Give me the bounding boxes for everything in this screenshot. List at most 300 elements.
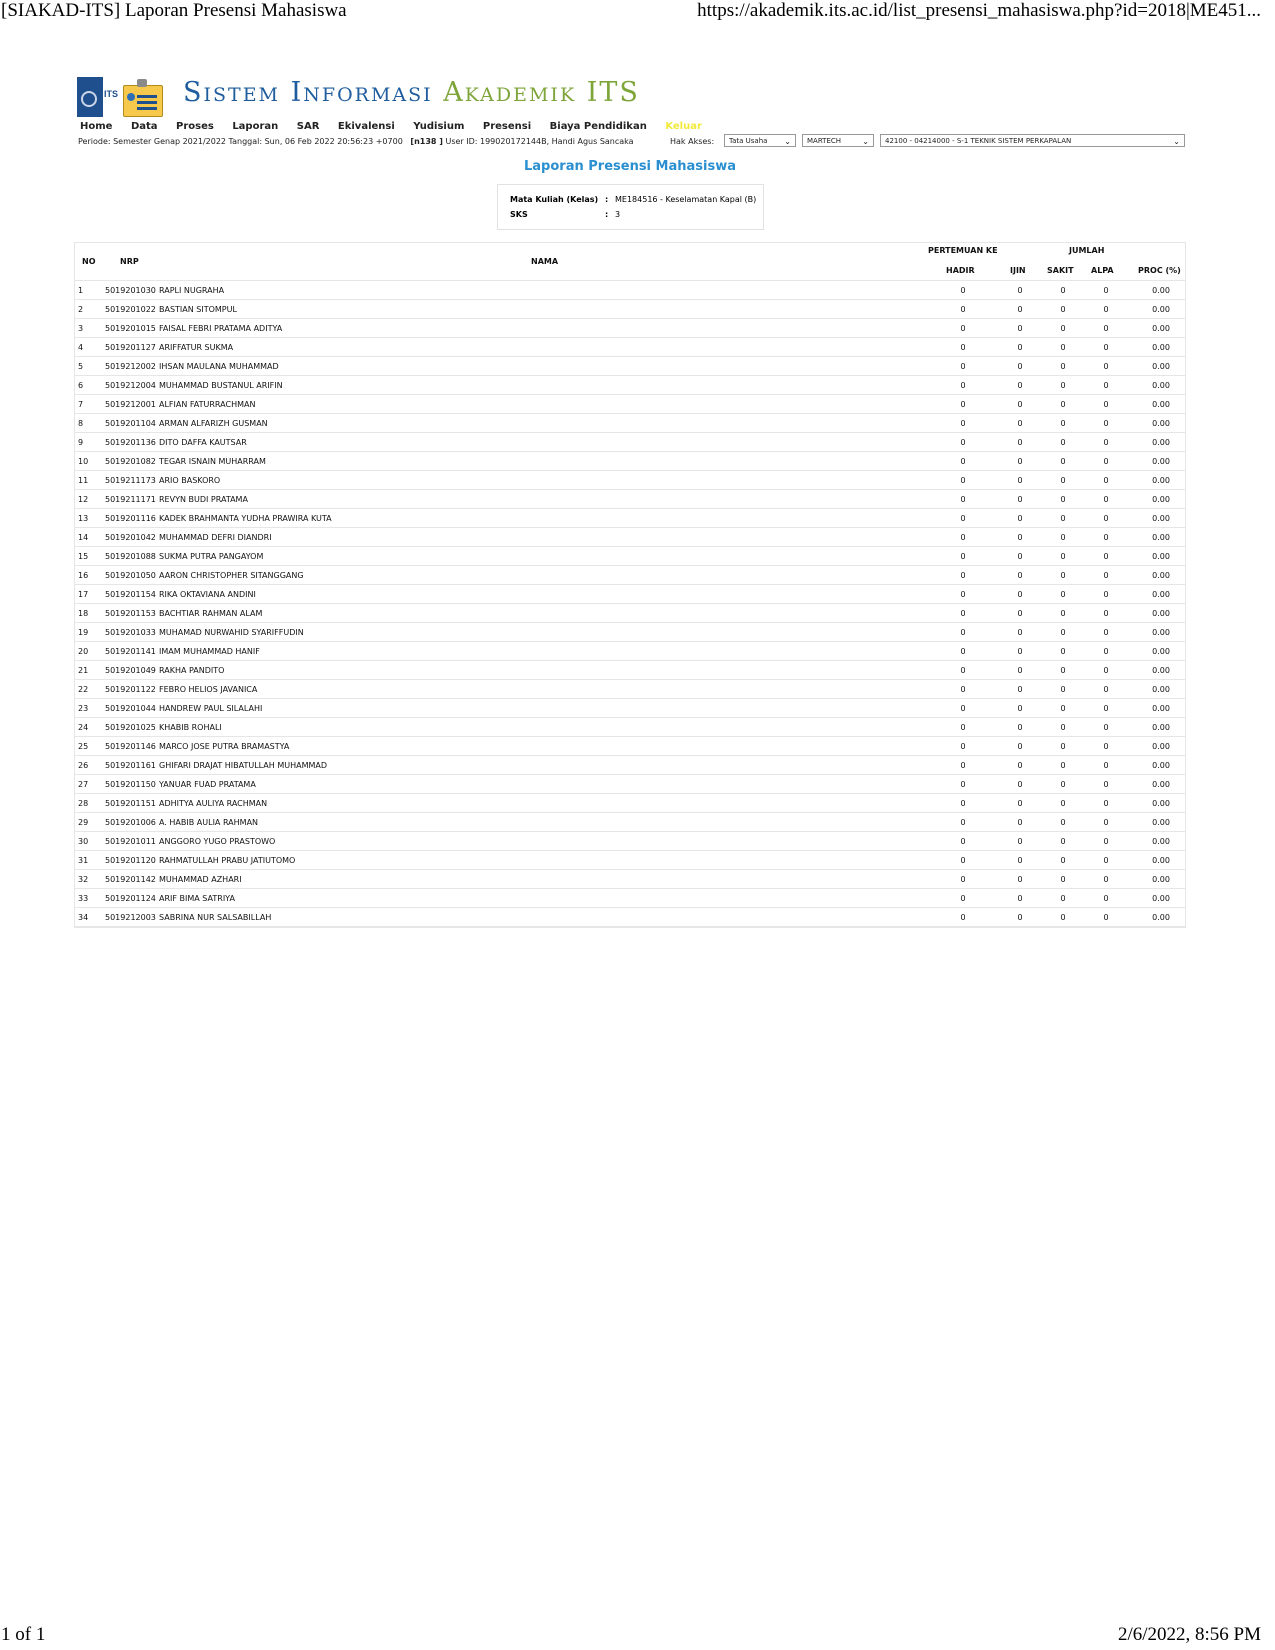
table-row <box>75 889 1185 908</box>
course-label: Mata Kuliah (Kelas) <box>510 195 599 204</box>
course-row <box>510 195 756 204</box>
row-ijin: 0 <box>1017 476 1023 485</box>
row-nrp: 5019212002 <box>105 362 156 371</box>
table-row <box>75 661 1185 680</box>
row-ijin: 0 <box>1017 495 1023 504</box>
row-alpa: 0 <box>1103 647 1109 656</box>
row-no: 10 <box>78 457 89 466</box>
row-ijin: 0 <box>1017 609 1023 618</box>
row-proc: 0.00 <box>1152 628 1170 637</box>
table-row <box>75 281 1185 300</box>
row-nama: FEBRO HELIOS JAVANICA <box>159 685 258 694</box>
table-row <box>75 509 1185 528</box>
row-ijin: 0 <box>1017 514 1023 523</box>
row-proc: 0.00 <box>1152 894 1170 903</box>
table-row <box>75 319 1185 338</box>
menu-keluar[interactable]: Keluar <box>665 121 702 132</box>
menu-home[interactable]: Home <box>80 121 113 132</box>
row-sakit: 0 <box>1060 837 1066 846</box>
row-no: 5 <box>78 362 84 371</box>
row-nrp: 5019201049 <box>105 666 156 675</box>
table-row <box>75 908 1185 927</box>
table-row <box>75 623 1185 642</box>
row-sakit: 0 <box>1060 818 1066 827</box>
session-info <box>78 137 634 146</box>
row-ijin: 0 <box>1017 381 1023 390</box>
row-nama: BASTIAN SITOMPUL <box>159 305 237 314</box>
menu-ekivalensi[interactable]: Ekivalensi <box>337 121 395 132</box>
row-ijin: 0 <box>1017 286 1023 295</box>
periode-text: Periode: Semester Genap 2021/2022 Tanggal: Sun, 06 Feb 2022 20:56:23 +0700 <box>78 137 403 146</box>
row-proc: 0.00 <box>1152 457 1170 466</box>
table-row <box>75 737 1185 756</box>
row-nama: ARMAN ALFARIZH GUSMAN <box>159 419 268 428</box>
print-header-title: [SIAKAD-ITS] Laporan Presensi Mahasiswa <box>1 0 347 21</box>
attendance-table <box>74 242 1186 928</box>
row-no: 31 <box>78 856 89 865</box>
prodi-select[interactable] <box>880 134 1185 147</box>
row-nama: DITO DAFFA KAUTSAR <box>159 438 247 447</box>
row-nrp: 5019201011 <box>105 837 156 846</box>
row-sakit: 0 <box>1060 476 1066 485</box>
row-alpa: 0 <box>1103 381 1109 390</box>
row-nrp: 5019201124 <box>105 894 156 903</box>
row-proc: 0.00 <box>1152 552 1170 561</box>
row-proc: 0.00 <box>1152 666 1170 675</box>
row-sakit: 0 <box>1060 590 1066 599</box>
row-nrp: 5019201151 <box>105 799 156 808</box>
row-proc: 0.00 <box>1152 685 1170 694</box>
row-nrp: 5019201127 <box>105 343 156 352</box>
row-alpa: 0 <box>1103 552 1109 561</box>
row-hadir: 0 <box>960 799 966 808</box>
row-proc: 0.00 <box>1152 438 1170 447</box>
row-nrp: 5019201088 <box>105 552 156 561</box>
row-sakit: 0 <box>1060 571 1066 580</box>
table-row <box>75 433 1185 452</box>
row-alpa: 0 <box>1103 666 1109 675</box>
row-nama: RIKA OKTAVIANA ANDINI <box>159 590 256 599</box>
menu-biaya-pendidikan[interactable]: Biaya Pendidikan <box>549 121 647 132</box>
row-ijin: 0 <box>1017 837 1023 846</box>
row-hadir: 0 <box>960 419 966 428</box>
row-proc: 0.00 <box>1152 533 1170 542</box>
table-row <box>75 566 1185 585</box>
row-alpa: 0 <box>1103 913 1109 922</box>
header-nama: NAMA <box>531 257 559 266</box>
row-alpa: 0 <box>1103 362 1109 371</box>
row-alpa: 0 <box>1103 476 1109 485</box>
row-nrp: 5019211171 <box>105 495 156 504</box>
row-sakit: 0 <box>1060 609 1066 618</box>
row-hadir: 0 <box>960 571 966 580</box>
print-header-url: https://akademik.its.ac.id/list_presensi_mahasiswa.php?id=2018|ME451... <box>697 0 1261 21</box>
row-nama: ANGGORO YUGO PRASTOWO <box>159 837 276 846</box>
row-nama: ADHITYA AULIYA RACHMAN <box>159 799 268 808</box>
table-row <box>75 395 1185 414</box>
row-alpa: 0 <box>1103 400 1109 409</box>
row-nrp: 5019212003 <box>105 913 156 922</box>
table-row <box>75 414 1185 433</box>
table-row <box>75 471 1185 490</box>
row-nrp: 5019201122 <box>105 685 156 694</box>
table-row <box>75 851 1185 870</box>
row-alpa: 0 <box>1103 514 1109 523</box>
logo-title-part1: Sistem Informasi <box>183 77 444 108</box>
row-sakit: 0 <box>1060 628 1066 637</box>
row-proc: 0.00 <box>1152 362 1170 371</box>
row-no: 26 <box>78 761 89 770</box>
print-header <box>0 0 1275 26</box>
menu-data[interactable]: Data <box>130 121 158 132</box>
row-ijin: 0 <box>1017 552 1023 561</box>
header-ijin: IJIN <box>1010 266 1026 275</box>
row-nama: ARIFFATUR SUKMA <box>159 343 234 352</box>
row-nama: MARCO JOSE PUTRA BRAMASTYA <box>159 742 290 751</box>
chevron-down-icon: ⌄ <box>1173 137 1180 146</box>
row-proc: 0.00 <box>1152 286 1170 295</box>
row-proc: 0.00 <box>1152 818 1170 827</box>
row-alpa: 0 <box>1103 571 1109 580</box>
row-alpa: 0 <box>1103 609 1109 618</box>
row-proc: 0.00 <box>1152 799 1170 808</box>
row-alpa: 0 <box>1103 628 1109 637</box>
sks-row <box>510 210 620 219</box>
row-nama: ARIF BIMA SATRIYA <box>159 894 235 903</box>
row-proc: 0.00 <box>1152 913 1170 922</box>
row-nrp: 5019201044 <box>105 704 156 713</box>
row-nama: REVYN BUDI PRATAMA <box>159 495 248 504</box>
table-body <box>75 281 1185 927</box>
header-sakit: SAKIT <box>1047 266 1074 275</box>
row-nrp: 5019201146 <box>105 742 156 751</box>
row-no: 24 <box>78 723 89 732</box>
row-proc: 0.00 <box>1152 495 1170 504</box>
row-alpa: 0 <box>1103 818 1109 827</box>
header-no: NO <box>82 257 96 266</box>
row-alpa: 0 <box>1103 685 1109 694</box>
row-sakit: 0 <box>1060 875 1066 884</box>
row-no: 29 <box>78 818 89 827</box>
row-sakit: 0 <box>1060 438 1066 447</box>
row-alpa: 0 <box>1103 780 1109 789</box>
row-ijin: 0 <box>1017 628 1023 637</box>
row-ijin: 0 <box>1017 685 1023 694</box>
row-hadir: 0 <box>960 438 966 447</box>
row-hadir: 0 <box>960 761 966 770</box>
row-ijin: 0 <box>1017 723 1023 732</box>
row-ijin: 0 <box>1017 647 1023 656</box>
row-hadir: 0 <box>960 400 966 409</box>
row-sakit: 0 <box>1060 381 1066 390</box>
row-ijin: 0 <box>1017 457 1023 466</box>
row-nrp: 5019201141 <box>105 647 156 656</box>
row-nrp: 5019201006 <box>105 818 156 827</box>
row-hadir: 0 <box>960 533 966 542</box>
row-sakit: 0 <box>1060 400 1066 409</box>
row-alpa: 0 <box>1103 457 1109 466</box>
its-emblem-icon <box>77 77 103 117</box>
table-row <box>75 376 1185 395</box>
row-sakit: 0 <box>1060 324 1066 333</box>
table-row <box>75 547 1185 566</box>
row-nrp: 5019201042 <box>105 533 156 542</box>
row-ijin: 0 <box>1017 343 1023 352</box>
row-nama: RAKHA PANDITO <box>159 666 225 675</box>
row-no: 30 <box>78 837 89 846</box>
menu-proses[interactable]: Proses <box>176 121 214 132</box>
sks-label: SKS <box>510 210 528 219</box>
row-sakit: 0 <box>1060 305 1066 314</box>
row-nrp: 5019201050 <box>105 571 156 580</box>
row-proc: 0.00 <box>1152 761 1170 770</box>
row-hadir: 0 <box>960 666 966 675</box>
row-sakit: 0 <box>1060 533 1066 542</box>
row-sakit: 0 <box>1060 495 1066 504</box>
row-no: 25 <box>78 742 89 751</box>
row-alpa: 0 <box>1103 286 1109 295</box>
row-proc: 0.00 <box>1152 837 1170 846</box>
row-sakit: 0 <box>1060 419 1066 428</box>
table-row <box>75 604 1185 623</box>
row-ijin: 0 <box>1017 533 1023 542</box>
row-nama: HANDREW PAUL SILALAHI <box>159 704 263 713</box>
course-colon: : <box>605 195 609 204</box>
row-nama: FAISAL FEBRI PRATAMA ADITYA <box>159 324 283 333</box>
row-proc: 0.00 <box>1152 590 1170 599</box>
row-ijin: 0 <box>1017 856 1023 865</box>
row-no: 3 <box>78 324 84 333</box>
row-hadir: 0 <box>960 495 966 504</box>
header-jumlah: JUMLAH <box>1069 246 1105 255</box>
row-nama: AARON CHRISTOPHER SITANGGANG <box>159 571 304 580</box>
row-ijin: 0 <box>1017 590 1023 599</box>
row-proc: 0.00 <box>1152 400 1170 409</box>
row-sakit: 0 <box>1060 343 1066 352</box>
row-no: 9 <box>78 438 84 447</box>
row-nrp: 5019201153 <box>105 609 156 618</box>
row-no: 28 <box>78 799 89 808</box>
row-alpa: 0 <box>1103 856 1109 865</box>
row-alpa: 0 <box>1103 742 1109 751</box>
row-no: 23 <box>78 704 89 713</box>
row-no: 1 <box>78 286 84 295</box>
table-row <box>75 680 1185 699</box>
row-alpa: 0 <box>1103 533 1109 542</box>
row-no: 18 <box>78 609 89 618</box>
menu-sar[interactable]: SAR <box>296 121 320 132</box>
unit-select[interactable] <box>802 134 874 147</box>
row-nrp: 5019212004 <box>105 381 156 390</box>
role-select-value: Tata Usaha <box>729 137 768 145</box>
row-hadir: 0 <box>960 875 966 884</box>
row-proc: 0.00 <box>1152 856 1170 865</box>
row-hadir: 0 <box>960 818 966 827</box>
row-nrp: 5019211173 <box>105 476 156 485</box>
row-nama: ARIO BASKORO <box>159 476 221 485</box>
table-row <box>75 832 1185 851</box>
row-sakit: 0 <box>1060 286 1066 295</box>
row-sakit: 0 <box>1060 457 1066 466</box>
row-proc: 0.00 <box>1152 381 1170 390</box>
row-hadir: 0 <box>960 362 966 371</box>
menu-yudisium[interactable]: Yudisium <box>413 121 465 132</box>
row-ijin: 0 <box>1017 799 1023 808</box>
row-sakit: 0 <box>1060 799 1066 808</box>
row-sakit: 0 <box>1060 761 1066 770</box>
session-code: [n138 ] <box>410 137 443 146</box>
row-alpa: 0 <box>1103 305 1109 314</box>
row-nama: BACHTIAR RAHMAN ALAM <box>159 609 263 618</box>
row-hadir: 0 <box>960 590 966 599</box>
row-proc: 0.00 <box>1152 609 1170 618</box>
row-proc: 0.00 <box>1152 419 1170 428</box>
row-no: 33 <box>78 894 89 903</box>
user-text: User ID: 199020172144B, Handi Agus Sancaka <box>445 137 634 146</box>
table-row <box>75 718 1185 737</box>
row-ijin: 0 <box>1017 894 1023 903</box>
row-proc: 0.00 <box>1152 704 1170 713</box>
row-hadir: 0 <box>960 457 966 466</box>
row-no: 22 <box>78 685 89 694</box>
print-footer <box>0 1624 1275 1650</box>
row-hadir: 0 <box>960 552 966 561</box>
row-alpa: 0 <box>1103 343 1109 352</box>
sks-colon: : <box>605 210 609 219</box>
row-no: 14 <box>78 533 89 542</box>
row-sakit: 0 <box>1060 780 1066 789</box>
row-no: 7 <box>78 400 84 409</box>
row-ijin: 0 <box>1017 742 1023 751</box>
row-hadir: 0 <box>960 742 966 751</box>
row-proc: 0.00 <box>1152 875 1170 884</box>
row-proc: 0.00 <box>1152 476 1170 485</box>
row-no: 20 <box>78 647 89 656</box>
row-ijin: 0 <box>1017 571 1023 580</box>
row-alpa: 0 <box>1103 875 1109 884</box>
row-nrp: 5019201154 <box>105 590 156 599</box>
row-nrp: 5019201142 <box>105 875 156 884</box>
row-alpa: 0 <box>1103 761 1109 770</box>
row-sakit: 0 <box>1060 856 1066 865</box>
course-value: ME184516 - Keselamatan Kapal (B) <box>615 195 757 204</box>
row-no: 11 <box>78 476 89 485</box>
print-footer-page: 1 of 1 <box>1 1624 46 1645</box>
row-hadir: 0 <box>960 514 966 523</box>
logo-its-label: ITS <box>104 89 119 99</box>
row-ijin: 0 <box>1017 305 1023 314</box>
row-alpa: 0 <box>1103 590 1109 599</box>
row-no: 19 <box>78 628 89 637</box>
row-proc: 0.00 <box>1152 343 1170 352</box>
row-sakit: 0 <box>1060 704 1066 713</box>
row-hadir: 0 <box>960 647 966 656</box>
row-sakit: 0 <box>1060 894 1066 903</box>
row-no: 12 <box>78 495 89 504</box>
row-nrp: 5019201136 <box>105 438 156 447</box>
row-hadir: 0 <box>960 305 966 314</box>
table-row <box>75 870 1185 889</box>
row-ijin: 0 <box>1017 324 1023 333</box>
row-no: 15 <box>78 552 89 561</box>
row-proc: 0.00 <box>1152 571 1170 580</box>
row-proc: 0.00 <box>1152 780 1170 789</box>
header-hadir: HADIR <box>946 266 975 275</box>
hak-akses-label: Hak Akses: <box>670 137 715 146</box>
row-nrp: 5019201104 <box>105 419 156 428</box>
row-alpa: 0 <box>1103 799 1109 808</box>
row-nama: GHIFARI DRAJAT HIBATULLAH MUHAMMAD <box>159 761 328 770</box>
row-nama: ALFIAN FATURRACHMAN <box>159 400 256 409</box>
row-nama: RAPLI NUGRAHA <box>159 286 225 295</box>
row-proc: 0.00 <box>1152 742 1170 751</box>
row-nrp: 5019201161 <box>105 761 156 770</box>
row-nrp: 5019201120 <box>105 856 156 865</box>
row-no: 13 <box>78 514 89 523</box>
row-nama: TEGAR ISNAIN MUHARRAM <box>159 457 266 466</box>
row-alpa: 0 <box>1103 324 1109 333</box>
row-nama: RAHMATULLAH PRABU JATIUTOMO <box>159 856 296 865</box>
row-hadir: 0 <box>960 628 966 637</box>
row-ijin: 0 <box>1017 419 1023 428</box>
row-sakit: 0 <box>1060 666 1066 675</box>
row-ijin: 0 <box>1017 438 1023 447</box>
table-row <box>75 642 1185 661</box>
header-alpa: ALPA <box>1091 266 1114 275</box>
row-hadir: 0 <box>960 343 966 352</box>
row-ijin: 0 <box>1017 400 1023 409</box>
row-nrp: 5019201082 <box>105 457 156 466</box>
row-alpa: 0 <box>1103 419 1109 428</box>
row-sakit: 0 <box>1060 647 1066 656</box>
row-no: 17 <box>78 590 89 599</box>
sks-value: 3 <box>615 210 621 219</box>
logo-title-part2: Akademik ITS <box>443 77 640 108</box>
row-nama: MUHAMMAD AZHARI <box>159 875 242 884</box>
menu-presensi[interactable]: Presensi <box>482 121 532 132</box>
header-nrp: NRP <box>120 257 139 266</box>
row-hadir: 0 <box>960 476 966 485</box>
table-row <box>75 357 1185 376</box>
row-sakit: 0 <box>1060 552 1066 561</box>
prodi-select-value: 42100 - 04214000 - S-1 TEKNIK SISTEM PERKAPALAN <box>885 137 1072 145</box>
row-hadir: 0 <box>960 856 966 865</box>
row-hadir: 0 <box>960 685 966 694</box>
row-ijin: 0 <box>1017 666 1023 675</box>
row-proc: 0.00 <box>1152 514 1170 523</box>
row-ijin: 0 <box>1017 761 1023 770</box>
table-row <box>75 813 1185 832</box>
menu-laporan[interactable]: Laporan <box>232 121 279 132</box>
row-proc: 0.00 <box>1152 324 1170 333</box>
id-card-icon <box>119 79 163 117</box>
row-hadir: 0 <box>960 894 966 903</box>
row-nama: MUHAMMAD BUSTANUL ARIFIN <box>159 381 283 390</box>
row-no: 27 <box>78 780 89 789</box>
row-nrp: 5019201033 <box>105 628 156 637</box>
row-no: 2 <box>78 305 84 314</box>
row-ijin: 0 <box>1017 780 1023 789</box>
row-nama: MUHAMMAD DEFRI DIANDRI <box>159 533 272 542</box>
row-nrp: 5019201150 <box>105 780 156 789</box>
role-select[interactable] <box>724 134 796 147</box>
row-alpa: 0 <box>1103 438 1109 447</box>
row-nama: KHABIB ROHALI <box>159 723 222 732</box>
row-nama: YANUAR FUAD PRATAMA <box>159 780 256 789</box>
table-row <box>75 528 1185 547</box>
row-sakit: 0 <box>1060 913 1066 922</box>
row-no: 16 <box>78 571 89 580</box>
